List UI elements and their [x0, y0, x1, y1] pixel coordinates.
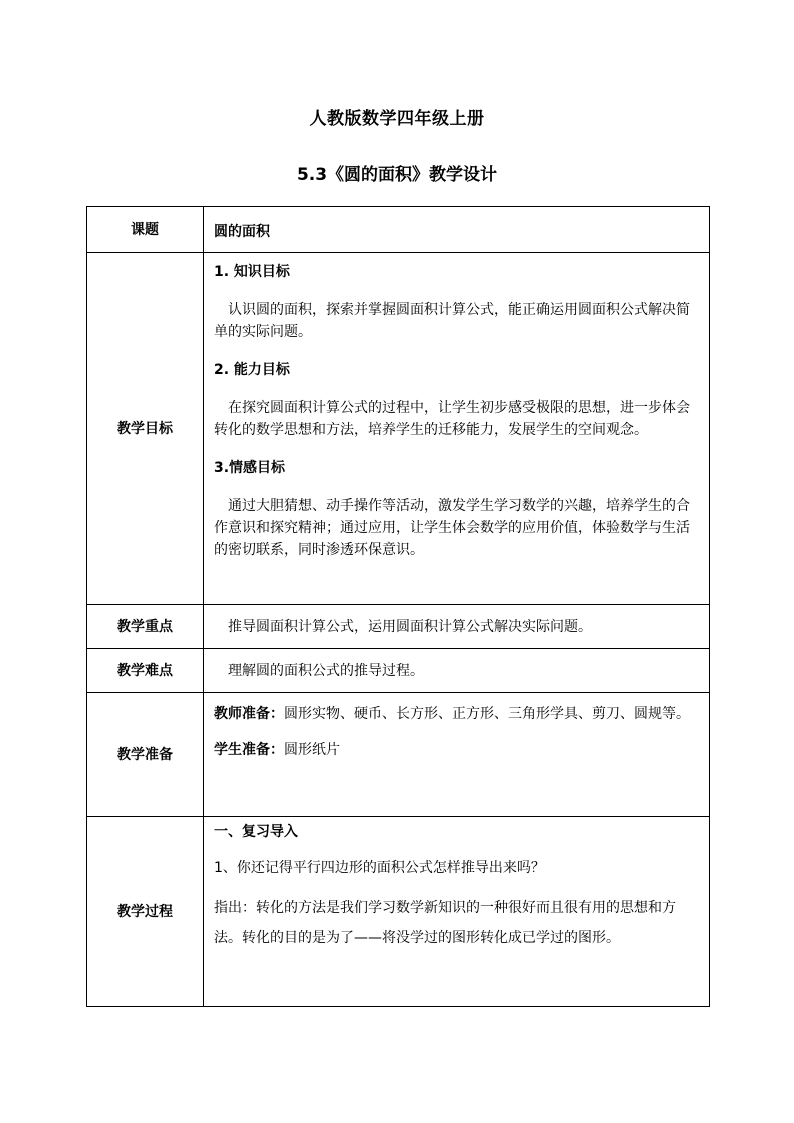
knowledge-text: 认识圆的面积，探索并掌握圆面积计算公式，能正确运用圆面积公式解决简单的实际问题。 — [214, 302, 690, 340]
process-question: 1、你还记得平行四边形的面积公式怎样推导出来吗？ — [214, 860, 545, 876]
doc-subtitle: 5.3《圆的面积》教学设计 — [296, 165, 498, 185]
student-prep-label: 学生准备： — [214, 742, 284, 758]
row-label-goals: 教学目标 — [87, 253, 204, 605]
emotion-heading: 3.情感目标 — [214, 460, 286, 476]
doc-title: 人教版数学四年级上册 — [309, 109, 485, 129]
table-row-topic — [87, 207, 710, 253]
teacher-prep — [214, 699, 703, 729]
student-prep-value: 圆形纸片 — [284, 742, 340, 758]
process-note: 指出：转化的方法是我们学习数学新知识的一种很好而且很有用的思想和方法。转化的目的是为了——将没学过的图形转化成已学过的图形。 — [214, 900, 676, 946]
topic-value — [204, 207, 710, 253]
preparation-content — [204, 693, 710, 817]
row-label-topic: 课题 — [87, 207, 204, 253]
process-section-heading: 一、复习导入 — [214, 824, 298, 840]
student-prep — [214, 739, 703, 761]
row-label-difficulty: 教学难点 — [87, 649, 204, 693]
table-row-key-point — [87, 605, 710, 649]
lesson-plan-table — [86, 206, 710, 1007]
ability-text: 在探究圆面积计算公式的过程中，让学生初步感受极限的思想，进一步体会转化的数学思想和方法，培养学生的迁移能力，发展学生的空间观念。 — [214, 400, 690, 438]
goals-content — [204, 253, 710, 605]
topic-text: 圆的面积 — [214, 224, 270, 240]
table-row-process — [87, 817, 710, 1007]
process-content — [204, 817, 710, 1007]
emotion-text: 通过大胆猜想、动手操作等活动，激发学生学习数学的兴趣，培养学生的合作意识和探究精神；通过应用，让学生体会数学的应用价值，体验数学与生活的密切联系，同时渗透环保意识。 — [214, 498, 690, 558]
row-label-process: 教学过程 — [87, 817, 204, 1007]
table-row-preparation — [87, 693, 710, 817]
key-point-text: 推导圆面积计算公式，运用圆面积计算公式解决实际问题。 — [228, 618, 592, 635]
teacher-prep-value: 圆形实物、硬币、长方形、正方形、三角形学具、剪刀、圆规等。 — [284, 706, 690, 722]
knowledge-heading: 1. 知识目标 — [214, 264, 290, 280]
difficulty-text: 理解圆的面积公式的推导过程。 — [228, 662, 424, 679]
difficulty-value — [204, 649, 710, 693]
ability-heading: 2. 能力目标 — [214, 362, 290, 378]
row-label-preparation: 教学准备 — [87, 693, 204, 817]
table-row-goals — [87, 253, 710, 605]
teacher-prep-label: 教师准备： — [214, 706, 284, 722]
row-label-key-point: 教学重点 — [87, 605, 204, 649]
table-row-difficulty — [87, 649, 710, 693]
key-point-value — [204, 605, 710, 649]
